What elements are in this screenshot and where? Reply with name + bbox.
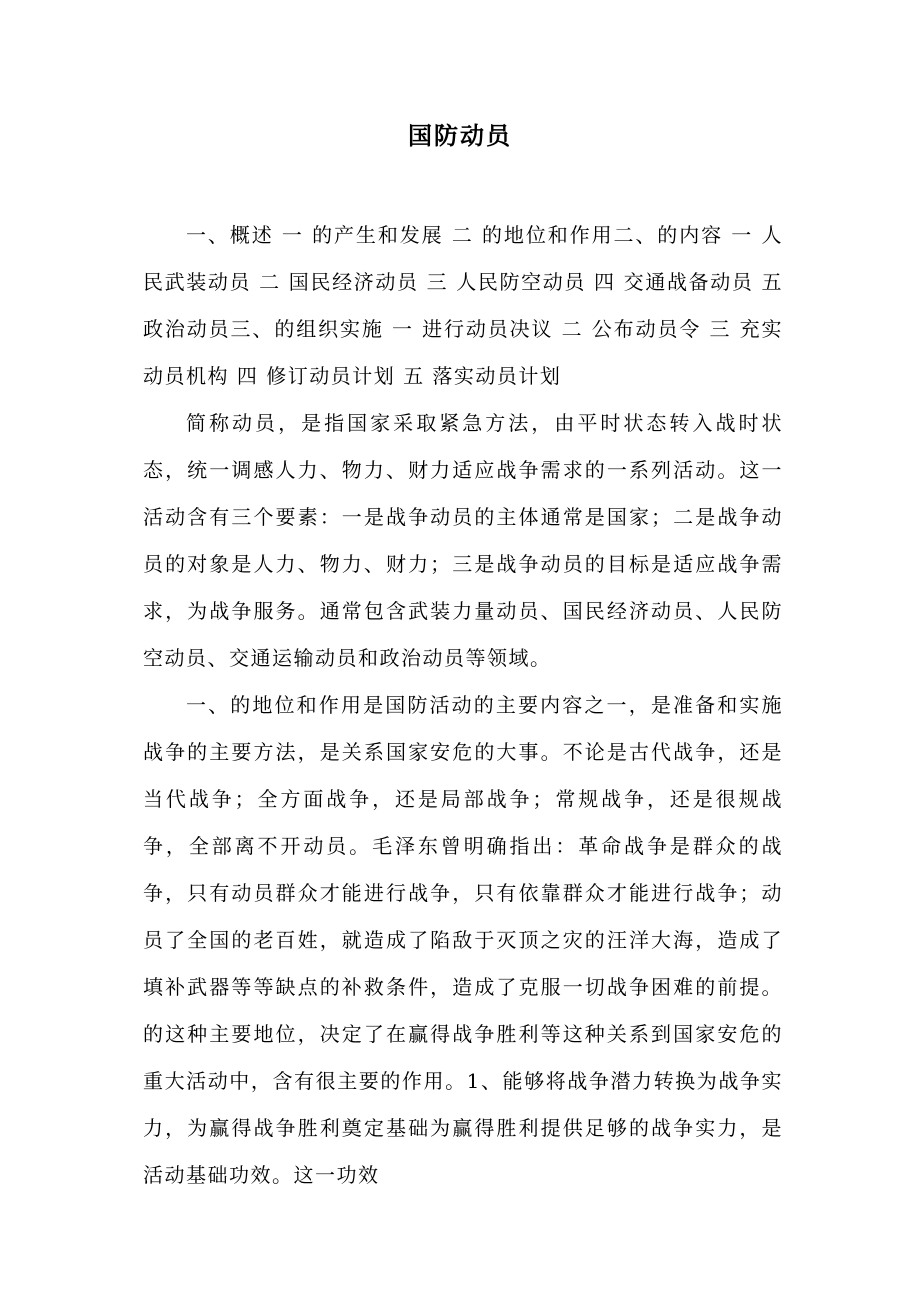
paragraph-definition: 简称动员，是指国家采取紧急方法，由平时状态转入战时状态，统一调感人力、物力、财力适应战争需求的一系列活动。这一活动含有三个要素：一是战争动员的主体通常是国家；二是战争动员的对象是人力、物力、财力；三是战争动员的目标是适应战争需求，为战争服务。通常包含武装力量动员、国民经济动员、人民防空动员、交通运输动员和政治动员等领域。 [143,411,783,670]
page-title: 国防动员 [408,121,512,150]
paragraph-outline: 一、概述 一 的产生和发展 二 的地位和作用二、的内容 一 人民武装动员 二 国民经济动员 三 人民防空动员 四 交通战备动员 五 政治动员三、的组织实施 一 进行动员决议 二 公布动员令 三 充实动员机构 四 修订动员计划 五 落实动员计划 [143,223,783,388]
paragraph-role: 一、的地位和作用是国防活动的主要内容之一，是准备和实施战争的主要方法，是关系国家安危的大事。不论是古代战争，还是当代战争；全方面战争，还是局部战争；常规战争，还是很规战争，全部离不开动员。毛泽东曾明确指出：革命战争是群众的战争，只有动员群众才能进行战争，只有依靠群众才能进行战争；动员了全国的老百姓，就造成了陷敌于灭顶之灾的汪洋大海，造成了填补武器等等缺点的补救条件，造成了克服一切战争困难的前提。的这种主要地位，决定了在赢得战争胜利等这种关系到国家安危的重大活动中，含有很主要的作用。1、能够将战争潜力转换为战争实力，为赢得战争胜利奠定基础为赢得胜利提供足够的战争实力，是活动基础功效。这一功效 [143,693,783,1187]
document-body [143,212,783,1199]
